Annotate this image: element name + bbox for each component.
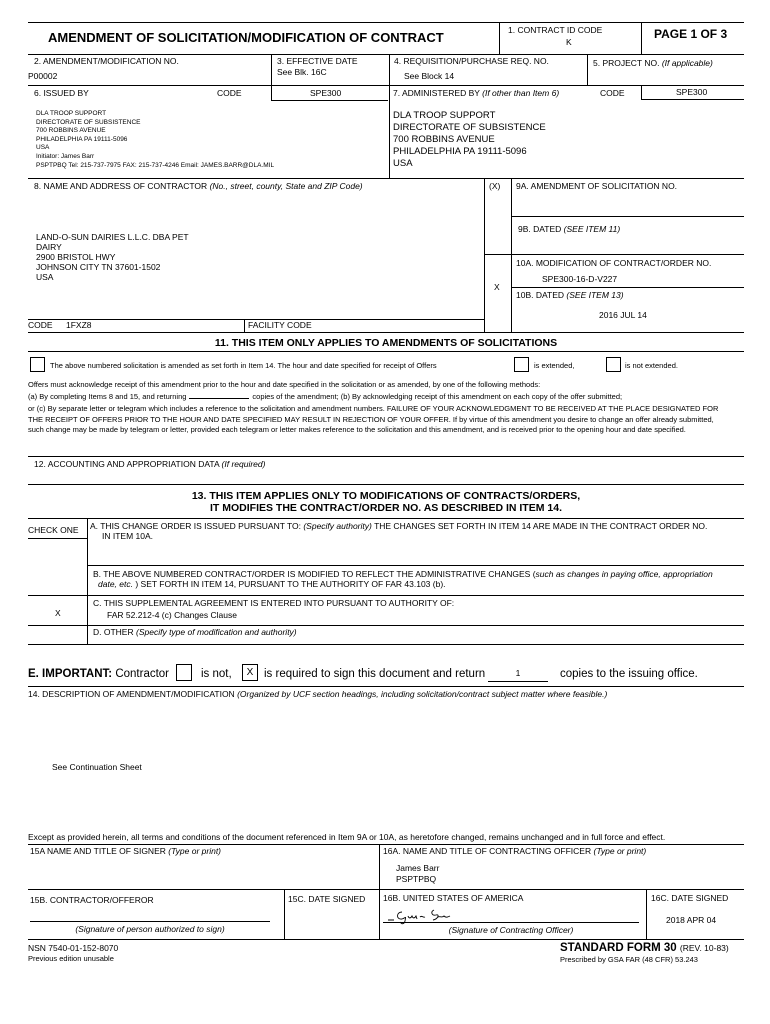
top-border <box>28 22 744 23</box>
signature-line-16 <box>383 922 639 923</box>
divider <box>646 889 647 939</box>
13a-hint: (Specify authority) <box>303 521 372 531</box>
solicitation-checkbox[interactable] <box>30 357 45 372</box>
nsn-number: NSN 7540-01-152-8070 <box>28 943 119 953</box>
standard-form-label: STANDARD FORM 30 <box>560 942 677 954</box>
address-line: DAIRY <box>36 242 62 252</box>
project-no-label: 5. PROJECT NO. <box>593 58 660 68</box>
effective-date-value: See Blk. 16C <box>277 67 327 77</box>
item-13-title-1: 13. THIS ITEM APPLIES ONLY TO MODIFICATIONS OF CONTRACTS/ORDERS, <box>191 490 581 502</box>
x-column-label: (X) <box>489 181 501 191</box>
code-underline <box>641 99 744 100</box>
address-line: PHILADELPHIA PA 19111-5096 <box>36 135 128 143</box>
divider <box>379 844 380 939</box>
row-border <box>28 686 744 687</box>
contractor-code-value: 1FXZ8 <box>66 320 92 330</box>
item-13-title-2: IT MODIFIES THE CONTRACT/ORDER NO. AS DESCRIBED IN ITEM 14. <box>210 502 562 514</box>
address-line: USA <box>36 272 54 282</box>
item-11-title: 11. THIS ITEM ONLY APPLIES TO AMENDMENTS OF SOLICITATIONS <box>214 337 558 349</box>
row-border <box>28 85 744 86</box>
row-border <box>28 54 744 55</box>
description-hint: (Organized by UCF section headings, including solicitation/contract subject matter where feasible.) <box>237 689 608 699</box>
block-10-mark: X <box>494 282 500 292</box>
initiator: Initiator: James Barr <box>36 152 95 160</box>
signature-line-15 <box>30 921 270 922</box>
row-border <box>28 595 744 596</box>
row-border <box>28 518 744 519</box>
divider <box>389 54 390 85</box>
issued-by-address <box>36 110 274 170</box>
13a-text: A. THIS CHANGE ORDER IS ISSUED PURSUANT TO: <box>90 521 301 531</box>
administered-by-label: 7. ADMINISTERED BY <box>393 88 480 98</box>
date-signed-15c-label: 15C. DATE SIGNED <box>288 894 366 904</box>
signer-name-label: 15A NAME AND TITLE OF SIGNER <box>30 846 166 856</box>
issued-by-label: 6. ISSUED BY <box>34 88 89 98</box>
item-11-p2b: copies of the amendment; (b) By acknowledging receipt of this amendment on each copy of the offer submitted; <box>252 392 623 401</box>
is-not-checkbox[interactable] <box>176 664 192 681</box>
contractor-offeror-label: 15B. CONTRACTOR/OFFEROR <box>30 895 154 905</box>
divider <box>484 178 485 332</box>
row-border <box>28 484 744 485</box>
copies-count[interactable]: 1 <box>515 668 521 678</box>
copies-underline <box>488 681 548 682</box>
requisition-no-value: See Block 14 <box>404 71 455 81</box>
row-border <box>87 565 744 566</box>
page-number: PAGE 1 OF 3 <box>654 27 728 41</box>
code-underline <box>271 100 388 101</box>
form-title: AMENDMENT OF SOLICITATION/MODIFICATION OF CONTRACT <box>48 30 444 45</box>
effective-date-label: 3. EFFECTIVE DATE <box>277 56 358 66</box>
form-revision: (REV. 10-83) <box>679 943 729 953</box>
modification-contract-value: SPE300-16-D-V227 <box>542 274 618 284</box>
13d-hint: (Specify type of modification and authority) <box>136 627 297 637</box>
signature-image <box>386 906 466 926</box>
13b-hint-2: date, etc. <box>98 579 133 589</box>
item-11-p1: Offers must acknowledge receipt of this amendment prior to the hour and date specified in the solicitation or as amended, by one of the following methods: <box>28 380 541 389</box>
dated-9b-hint: (SEE ITEM 11) <box>563 224 621 234</box>
row-border <box>28 351 744 352</box>
contact-info: PSPTPBQ Tel: 215-737-7975 FAX: 215-737-4246 Email: JAMES.BARR@DLA.MIL <box>36 161 275 169</box>
description-label: 14. DESCRIPTION OF AMENDMENT/MODIFICATION <box>28 689 235 699</box>
divider <box>389 85 390 178</box>
is-not-label: is not, <box>201 668 232 680</box>
project-no-hint: (If applicable) <box>661 58 713 68</box>
terms-note: Except as provided herein, all terms and conditions of the document referenced in Item 9A or 10A, as heretofore changed, remains unchanged and in full force and effect. <box>28 832 666 842</box>
is-extended-label: is extended, <box>534 361 575 370</box>
13a-text-2: THE CHANGES SET FORTH IN ITEM 14 ARE MADE IN THE CONTRACT ORDER NO. <box>374 521 708 531</box>
divider <box>271 85 272 100</box>
13b-text-2: ) SET FORTH IN ITEM 14, PURSUANT TO THE AUTHORITY OF FAR 43.103 (b). <box>135 579 446 589</box>
address-line: DLA TROOP SUPPORT <box>36 110 107 117</box>
administered-by-code-value: SPE300 <box>676 87 708 97</box>
address-line: JOHNSON CITY TN 37601-1502 <box>36 262 161 272</box>
check-one-underline <box>28 538 87 539</box>
administered-by-code-label: CODE <box>600 88 625 98</box>
row-border <box>28 178 744 179</box>
important-contractor: Contractor <box>115 668 170 680</box>
united-states-label: 16B. UNITED STATES OF AMERICA <box>383 893 524 903</box>
item-11-p3: or (c) By separate letter or telegram which includes a reference to the solicitation and amendment numbers. FAILURE OF YOUR ACKNOWLEDGMENT TO BE RECEIVED AT THE PLACE DESIGNATED FOR THE RECEIPT OF OFFERS PRIOR TO THE HOUR AND DATE SPECIFIED MAY RESULT IN REJECTION OF YOUR OFFER. If by virtue of this amendment you desire to change an offer already submitted, such change may be made by telegram or letter, provided each telegram or letter makes reference to the solicitation and this amendment, and is received prior to the opening hour and date specified. <box>28 404 719 434</box>
address-line: 700 ROBBINS AVENUE <box>36 127 106 135</box>
is-not-extended-label: is not extended. <box>625 361 678 370</box>
modification-contract-label: 10A. MODIFICATION OF CONTRACT/ORDER NO. <box>516 258 712 268</box>
row-border <box>28 332 744 333</box>
13c-check-mark[interactable]: X <box>55 608 61 618</box>
contract-id-label: 1. CONTRACT ID CODE <box>508 25 603 35</box>
is-not-extended-checkbox[interactable] <box>606 357 621 372</box>
row-border <box>511 287 744 288</box>
issued-by-code-label: CODE <box>217 88 242 98</box>
row-border <box>28 644 744 645</box>
dated-9b-label: 9B. DATED <box>518 224 562 234</box>
copies-blank[interactable] <box>189 398 249 399</box>
contractor-address <box>36 232 189 282</box>
officer-name: James Barr <box>396 863 440 873</box>
divider <box>641 85 642 100</box>
contractor-code-label: CODE <box>28 320 53 330</box>
check-one-label: CHECK ONE <box>28 525 79 535</box>
divider <box>499 22 500 54</box>
amendment-no-label: 2. AMENDMENT/MODIFICATION NO. <box>34 56 179 66</box>
bottom-border <box>28 939 744 940</box>
date-signed-16c-label: 16C. DATE SIGNED <box>651 893 729 903</box>
contract-id-value: K <box>566 37 572 47</box>
address-line: DIRECTORATE OF SUBSISTENCE <box>393 122 546 133</box>
13b-hint: such as changes in paying office, appropriation <box>535 569 713 579</box>
row-border <box>28 889 744 890</box>
address-line: 700 ROBBINS AVENUE <box>393 134 495 145</box>
important-label: E. IMPORTANT: <box>28 668 113 680</box>
13b-text: B. THE ABOVE NUMBERED CONTRACT/ORDER IS MODIFIED TO REFLECT THE ADMINISTRATIVE CHANGES ( <box>93 569 536 579</box>
dated-10b-value: 2016 JUL 14 <box>599 310 647 320</box>
facility-code-label: FACILITY CODE <box>248 320 312 330</box>
accounting-hint: (If required) <box>221 459 266 469</box>
important-tail: copies to the issuing office. <box>560 668 698 680</box>
officer-name-hint: (Type or print) <box>593 846 647 856</box>
13c-authority: FAR 52.212-4 (c) Changes Clause <box>107 610 237 620</box>
divider <box>271 54 272 85</box>
address-line: USA <box>393 158 413 169</box>
continuation-note: See Continuation Sheet <box>52 762 142 772</box>
dated-10b-hint: (SEE ITEM 13) <box>566 290 624 300</box>
divider <box>284 889 285 939</box>
officer-title: PSPTPBQ <box>396 874 437 884</box>
address-line: USA <box>36 144 50 152</box>
contractor-label: 8. NAME AND ADDRESS OF CONTRACTOR <box>34 181 208 191</box>
signature-16-label: (Signature of Contracting Officer) <box>448 925 574 935</box>
accounting-label: 12. ACCOUNTING AND APPROPRIATION DATA <box>34 459 220 469</box>
contractor-hint: (No., street, county, State and ZIP Code) <box>209 181 363 191</box>
row-border <box>511 216 744 217</box>
signature-15-label: (Signature of person authorized to sign) <box>75 924 225 934</box>
13a-text-3: IN ITEM 10A. <box>102 531 154 541</box>
divider <box>511 178 512 332</box>
divider <box>587 54 588 85</box>
previous-edition: Previous edition unusable <box>28 954 114 963</box>
date-signed-16c-value: 2018 APR 04 <box>666 915 717 925</box>
13d-text: D. OTHER <box>93 627 134 637</box>
administered-by-hint: (If other than Item 6) <box>482 88 560 98</box>
is-required-label: is required to sign this document and return <box>264 668 486 680</box>
row-border <box>28 844 744 845</box>
13c-text: C. THIS SUPPLEMENTAL AGREEMENT IS ENTERED INTO PURSUANT TO AUTHORITY OF: <box>93 598 455 608</box>
requisition-no-label: 4. REQUISITION/PURCHASE REQ. NO. <box>394 56 549 66</box>
item-11-line1: The above numbered solicitation is amended as set forth in Item 14. The hour and date specified for receipt of Offers <box>50 361 437 370</box>
signer-name-hint: (Type or print) <box>168 846 222 856</box>
officer-name-label: 16A. NAME AND TITLE OF CONTRACTING OFFICER <box>383 846 592 856</box>
item-11-p2a: (a) By completing Items 8 and 15, and returning <box>28 392 187 401</box>
amendment-solicitation-label: 9A. AMENDMENT OF SOLICITATION NO. <box>516 181 678 191</box>
issued-by-code-value: SPE300 <box>310 88 342 98</box>
address-line: LAND-O-SUN DAIRIES L.L.C. DBA PET <box>36 232 189 242</box>
row-border <box>28 456 744 457</box>
row-border <box>484 254 744 255</box>
dated-10b-label: 10B. DATED <box>516 290 565 300</box>
amendment-no-value: P00002 <box>28 71 58 81</box>
prescribed-by: Prescribed by GSA FAR (48 CFR) 53.243 <box>560 955 698 964</box>
administered-by-address <box>393 110 546 170</box>
divider <box>641 22 642 54</box>
divider <box>244 319 245 332</box>
row-border <box>28 625 744 626</box>
is-required-checkbox[interactable]: X <box>242 664 258 681</box>
address-line: DLA TROOP SUPPORT <box>393 110 496 121</box>
address-line: 2900 BRISTOL HWY <box>36 252 116 262</box>
address-line: PHILADELPHIA PA 19111-5096 <box>393 146 527 157</box>
address-line: DIRECTORATE OF SUBSISTENCE <box>36 118 141 126</box>
is-extended-checkbox[interactable] <box>514 357 529 372</box>
